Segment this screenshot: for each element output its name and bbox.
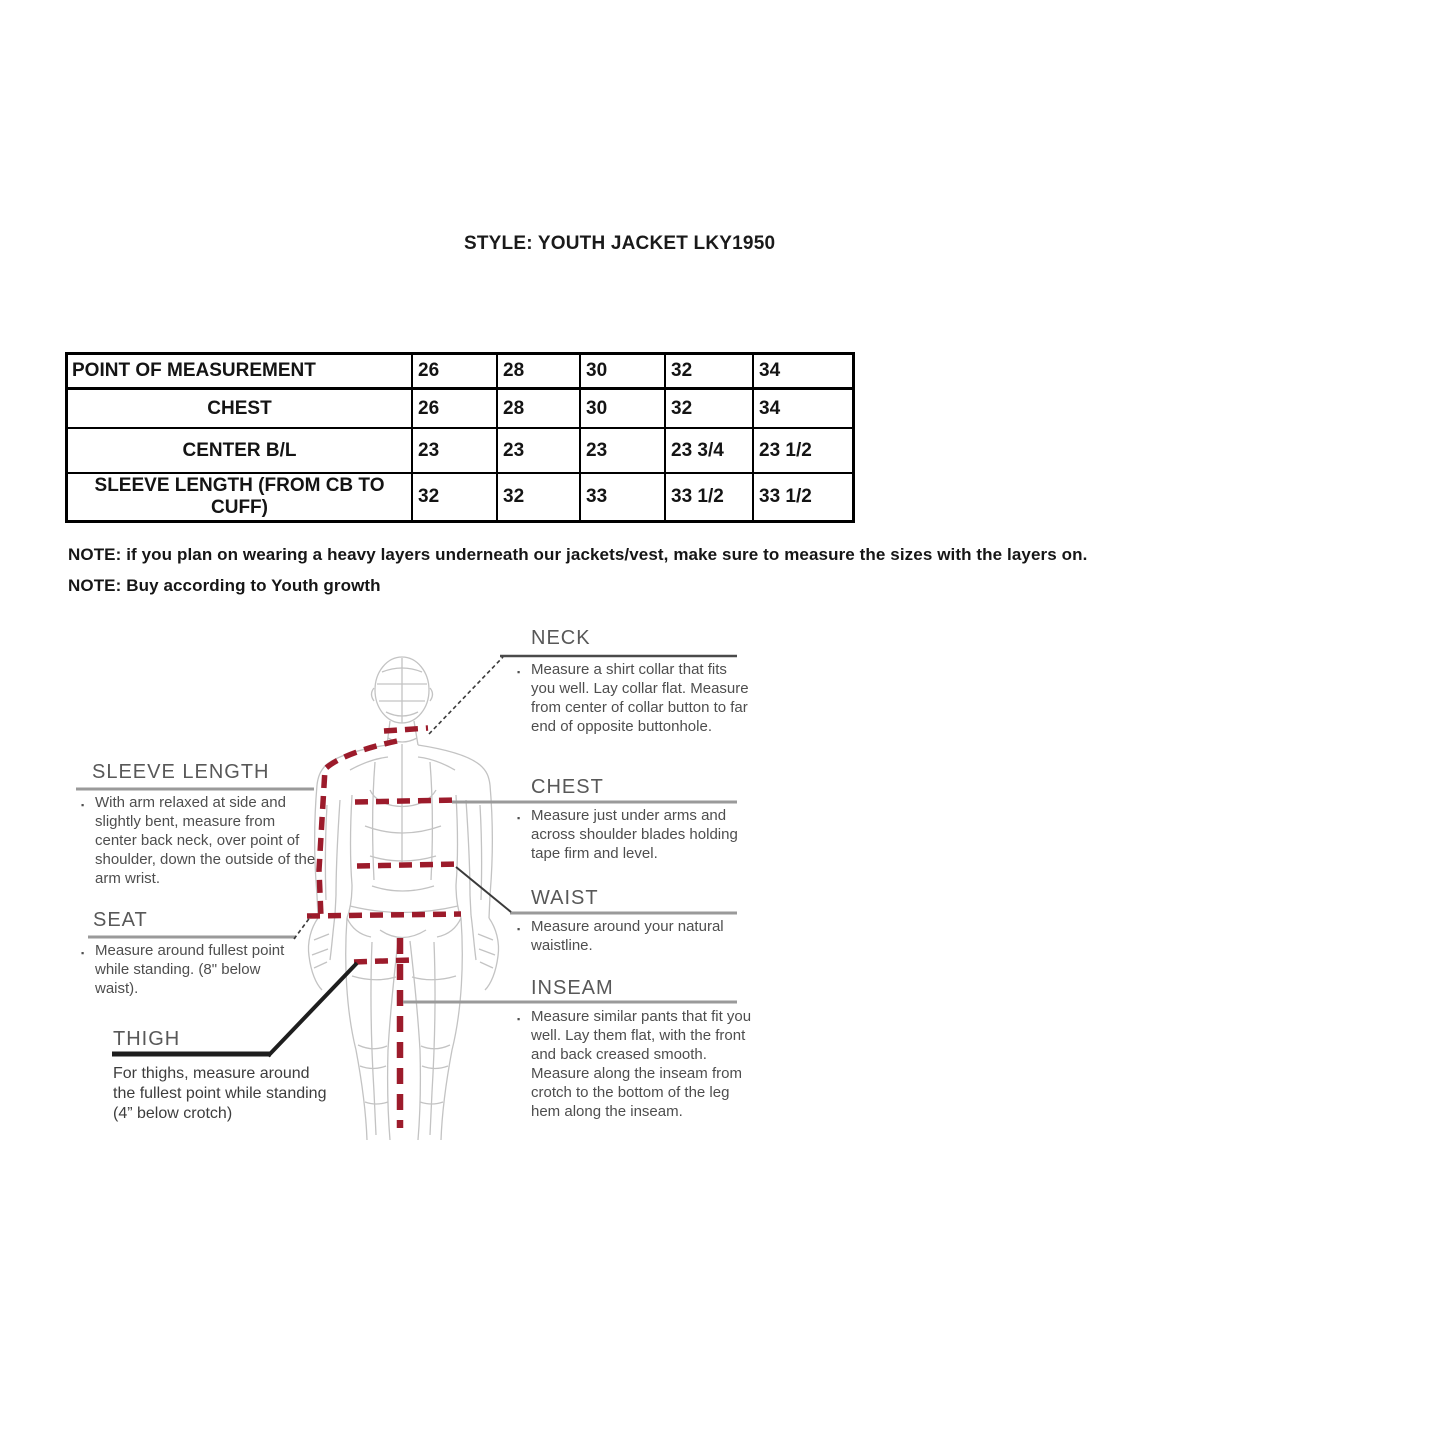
- seat-description: ▪ Measure around fullest point while standing. (8" below waist).: [81, 942, 285, 997]
- chest-description: ▪ Measure just under arms and across shoulder blades holding tape firm and level.: [517, 807, 738, 862]
- row-label: SLEEVE LENGTH (FROM CB TO CUFF): [67, 473, 413, 522]
- square-bullet-icon: ▪: [517, 1014, 521, 1024]
- table-cell: 34: [753, 389, 854, 429]
- thigh-label: THIGH: [113, 1028, 181, 1050]
- table-cell: 30: [580, 389, 665, 429]
- sleeve-length-description: ▪ With arm relaxed at side and slightly bent, measure from center back neck, over point of shoulder, down the outside of the arm wrist.: [81, 794, 316, 887]
- chest-measure-line: [355, 800, 458, 802]
- table-cell: 23 3/4: [665, 428, 753, 473]
- waist-description: ▪ Measure around your natural waistline.: [517, 918, 724, 954]
- table-cell: 23: [412, 428, 497, 473]
- row-label: CHEST: [67, 389, 413, 429]
- size-table: [65, 352, 855, 523]
- thigh-description: For thighs, measure around the fullest point while standing (4” below crotch): [113, 1065, 327, 1122]
- table-cell: 32: [665, 389, 753, 429]
- chest-label: CHEST: [531, 776, 604, 798]
- neck-description: ▪ Measure a shirt collar that fits you well. Lay collar flat. Measure from center of collar button to far end of opposite buttonhole.: [517, 661, 749, 735]
- table-row-center-bl: [67, 428, 854, 473]
- table-cell: 32: [412, 473, 497, 522]
- table-cell: 33: [580, 473, 665, 522]
- inseam-description: ▪ Measure similar pants that fit you well. Lay them flat, with the front and back creased smooth. Measure along the inseam from crotch to the bottom of the leg hem along the inseam.: [517, 1008, 752, 1120]
- table-cell: 33 1/2: [753, 473, 854, 522]
- table-row-chest: [67, 389, 854, 429]
- seat-connector-line: [294, 916, 311, 939]
- thigh-measure-line: [354, 960, 412, 962]
- waist-measure-line: [357, 864, 458, 866]
- table-header-cell: 30: [580, 354, 665, 389]
- table-header-cell: 28: [497, 354, 580, 389]
- table-header-cell: 32: [665, 354, 753, 389]
- page-title: STYLE: YOUTH JACKET LKY1950: [464, 233, 776, 254]
- inseam-label: INSEAM: [531, 977, 614, 999]
- table-cell: 23: [497, 428, 580, 473]
- square-bullet-icon: ▪: [517, 813, 521, 823]
- table-cell: 28: [497, 389, 580, 429]
- waist-connector-line: [456, 867, 511, 912]
- table-header-cell: 26: [412, 354, 497, 389]
- note-youth-growth: NOTE: Buy according to Youth growth: [68, 576, 381, 595]
- neck-label: NECK: [531, 627, 591, 649]
- neck-connector-line: [429, 657, 503, 734]
- sleeve-measure-line: [319, 741, 397, 917]
- table-cell: 26: [412, 389, 497, 429]
- square-bullet-icon: ▪: [81, 948, 85, 958]
- square-bullet-icon: ▪: [81, 800, 85, 810]
- table-row-sleeve-length: [67, 473, 854, 522]
- table-cell: 23 1/2: [753, 428, 854, 473]
- table-cell: 23: [580, 428, 665, 473]
- table-header-cell: 34: [753, 354, 854, 389]
- seat-measure-line: [307, 914, 461, 916]
- square-bullet-icon: ▪: [517, 667, 521, 677]
- seat-label: SEAT: [93, 909, 148, 931]
- sleeve-length-label: SLEEVE LENGTH: [92, 761, 270, 783]
- table-header-cell: POINT OF MEASUREMENT: [67, 354, 413, 389]
- neck-measure-line: [384, 728, 428, 731]
- table-header-row: [67, 354, 854, 389]
- waist-label: WAIST: [531, 887, 599, 909]
- table-cell: 32: [497, 473, 580, 522]
- note-layers: NOTE: if you plan on wearing a heavy layers underneath our jackets/vest, make sure to measure the sizes with the layers on.: [68, 545, 1088, 564]
- figure-wireframe: [308, 657, 498, 1140]
- row-label: CENTER B/L: [67, 428, 413, 473]
- square-bullet-icon: ▪: [517, 924, 521, 934]
- table-cell: 33 1/2: [665, 473, 753, 522]
